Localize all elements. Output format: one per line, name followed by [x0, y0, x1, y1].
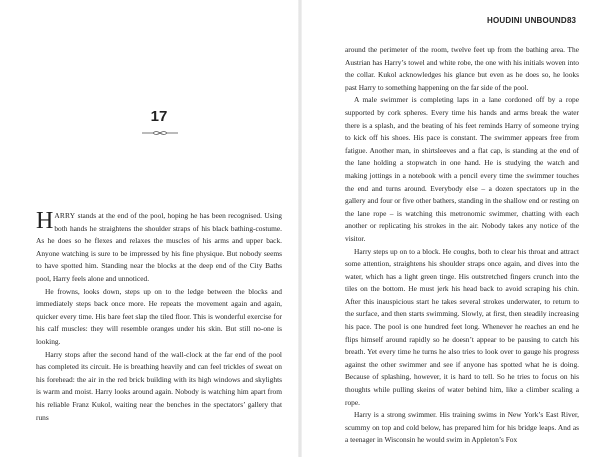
page-number: 83 [567, 16, 576, 25]
right-paragraph-2: A male swimmer is completing laps in a lane cordoned off by a rope supported by cork spheres. Every time his hands and arms break the water there is a splash, and the beating of his feet reminds Harry of someone trying to kick off his shoes. His pace is constant. The swimmer appears free from fatigue. Another man, in shirtsleeves and a flat cap, is standing at the end of the lane holding a stopwatch in one hand. He is studying the watch and making jottings in a notebook with a pencil every time the swimmer touches the end and turns around. Everybody else – a dozen spectators up in the gallery and four or five other bathers, standing in the shallow end or resting on the lane rope – is watching this metronomic swimmer, chatting with each another or replicating his strokes in the air. Nobody takes any notice of the visitor. [345, 95, 579, 243]
opening-smallcaps: ARRY [54, 211, 76, 220]
opening-paragraph [36, 210, 282, 286]
right-paragraph-3: Harry steps up on to a block. He coughs, both to clear his throat and attract some attention, straightens his shoulder straps once again, and dives into the water, which has a light green tinge. His outstretched fingers crunch into the tiles on the bottom. He must jerk his head back to avoid scraping his chin. After this inauspicious start he takes several strokes underwater, to return to the surface, and then starts swimming. Slowly, at first, then steadily increasing his pace. The pool is one hundred feet long. Whenever he reaches an end he flips himself around rapidly so he doesn’t appear to be pausing to catch his breath. Yet every time he turns he also tries to look over to gauge his progress against the other swimmer and see if anyone has spotted what he is doing. Because of splashing, however, it is hard to tell. So he tries to focus on his thoughts while pulling skeins of water behind him, like a climber scaling a rope. [345, 246, 579, 407]
drop-cap: H [36, 208, 54, 234]
right-paragraph-1: around the perimeter of the room, twelve feet up from the bathing area. The Austrian has Harry’s towel and white robe, the one with his initials woven into the collar. Kukol acknowledges his glance but even as he does so, he looks past Harry to something happening on the far side of the pool. [345, 45, 579, 92]
chapter-ornament-icon [140, 129, 180, 137]
book-gutter [298, 0, 302, 457]
left-page-text [36, 210, 282, 424]
opening-text: stands at the end of the pool, hoping he has been recognised. Using both hands he straightens the shoulder straps of his black bathing-costume. As he does so he flexes and relaxes the muscles of his arms and upper back. Anyone watching is sure to be impressed by his fine physique. But nobody seems to have spotted him. Standing near the blocks at the deep end of the City Baths pool, Harry feels alone and unnoticed. [36, 211, 282, 283]
running-head: HOUDINI UNBOUND [487, 16, 567, 25]
chapter-number: 17 [150, 108, 168, 125]
right-page-text [345, 44, 579, 447]
left-paragraph-1: He frowns, looks down, steps up on to the ledge between the blocks and immediately steps back once more. He repeats the movement again and again, quicker every time. His bare feet slap the tiled floor. This is wonderful exercise for his calf muscles: they will resemble oranges under his skin. But still no-one is looking. [36, 286, 282, 346]
left-paragraph-2: Harry stops after the second hand of the wall-clock at the far end of the pool has completed its circuit. He is breathing heavily and can feel trickles of sweat on his forehead: the air in the red brick building with its high windows and skylights is warm and moist. Harry looks around again. Nobody is watching him apart from his reliable Franz Kukol, waiting near the benches in the spectators’ gallery that runs [36, 349, 282, 422]
right-paragraph-4: Harry is a strong swimmer. His training swims in New York’s East River, scummy on top and cold below, has prepared him for his bridge leaps. And as a teenager in Wisconsin he would swim in Appleton’s Fox [345, 410, 579, 445]
